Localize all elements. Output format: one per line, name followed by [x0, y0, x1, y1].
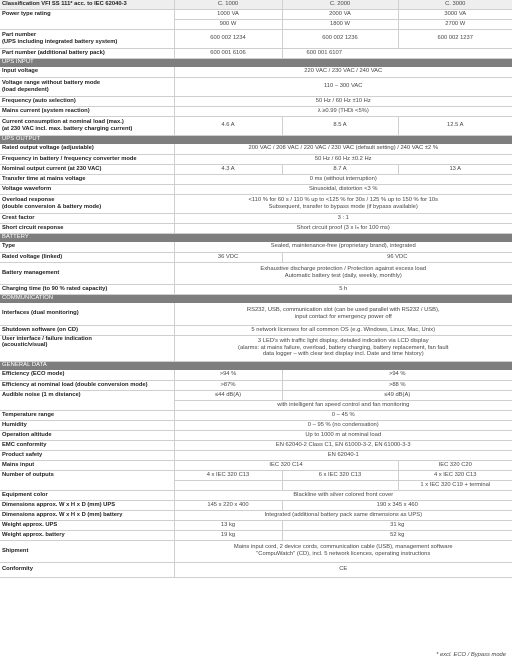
cell: Exhaustive discharge protection / Protection against excess load Automatic battery test (daily, weekly, monthly) [174, 262, 512, 284]
row-label: Interfaces (dual monitoring) [0, 303, 174, 325]
section-header-ups-output [0, 135, 512, 144]
row-label: Product safety [0, 450, 174, 460]
row-label: Frequency (auto selection) [0, 96, 174, 106]
cell: 13 kg [174, 520, 282, 530]
cell: 3000 VA [398, 9, 512, 19]
row-label: User interface / failure indication (acoustic/visual) [0, 335, 174, 361]
row-label: Frequency in battery / frequency converter mode [0, 154, 174, 164]
row-label: Current consumption at nominal load (max.) (at 230 VAC incl. max. battery charging current) [0, 116, 174, 135]
section-title: UPS INPUT [0, 58, 512, 67]
cell: EN 62040-1 [174, 450, 512, 460]
row-label: Shutdown software (on CD) [0, 325, 174, 335]
section-header-battery [0, 233, 512, 242]
table-row [0, 430, 512, 440]
row-label: Shipment [0, 540, 174, 562]
row-label: Dimensions approx. W x H x D (mm) battery [0, 510, 174, 520]
cell: 600 001 6106 [174, 48, 282, 58]
row-label: Overload response (double conversion & battery mode) [0, 194, 174, 213]
row-label: Weight approx. battery [0, 530, 174, 540]
row-label-blank [0, 19, 174, 29]
row-label: Weight approx. UPS [0, 520, 174, 530]
cell: IEC 320 C14 [174, 460, 398, 470]
section-header-communication [0, 294, 512, 303]
row-label: Charging time (to 90 % rated capacity) [0, 284, 174, 294]
row-label: Mains current (system reaction) [0, 106, 174, 116]
table-row [0, 106, 512, 116]
table-row [0, 29, 512, 48]
row-label: Humidity [0, 420, 174, 430]
cell: 8.7 A [282, 164, 398, 174]
cell: >94 % [174, 370, 282, 380]
table-row [0, 500, 512, 510]
cell: 0 – 95 % (no condensation) [174, 420, 512, 430]
table-row [0, 174, 512, 184]
table-row [0, 530, 512, 540]
table-row [0, 194, 512, 213]
cell: IEC 320 C20 [398, 460, 512, 470]
cell: 0 ms (without interruption) [174, 174, 512, 184]
table-row [0, 96, 512, 106]
cell-blank [174, 480, 282, 490]
cell: Up to 1000 m at nominal load [174, 430, 512, 440]
table-row [0, 116, 512, 135]
cell-blank [282, 480, 398, 490]
cell: Mains input cord, 2 device cords, communication cable (USB), management software "CompuWatch" (CD), incl. 5 network licences, operating instructions [174, 540, 512, 562]
cell: 1000 VA [174, 9, 282, 19]
table-row [0, 400, 512, 410]
row-label: Equipment color [0, 490, 174, 500]
cell: Short circuit proof (3 x Iₙ for 100 ms) [174, 223, 512, 233]
table-row [0, 520, 512, 530]
table-row [0, 325, 512, 335]
table-row [0, 284, 512, 294]
classification-label: Classification VFI SS 111* acc. to IEC 62040-3 [0, 0, 174, 9]
cell: 96 VDC [282, 252, 512, 262]
table-row [0, 510, 512, 520]
section-title: BATTERY [0, 233, 512, 242]
table-row [0, 144, 512, 154]
row-label: Efficiency (ECO mode) [0, 370, 174, 380]
row-label: Dimensions approx. W x H x D (mm) UPS [0, 500, 174, 510]
cell: 4.6 A [174, 116, 282, 135]
row-label: Part number (UPS including integrated battery system) [0, 29, 174, 48]
cell: 3 : 1 [174, 213, 512, 223]
cell: 1800 W [282, 19, 398, 29]
table-row [0, 252, 512, 262]
cell: 12.5 A [398, 116, 512, 135]
table-row [0, 370, 512, 380]
table-row [0, 460, 512, 470]
cell: 5 h [174, 284, 512, 294]
section-title: UPS OUTPUT [0, 135, 512, 144]
cell: 220 VAC / 230 VAC / 240 VAC [174, 67, 512, 77]
cell: 1 x IEC 320 C19 + terminal [398, 480, 512, 490]
cell: 31 kg [282, 520, 512, 530]
section-header-ups-input [0, 58, 512, 67]
cell: 0 – 45 % [174, 410, 512, 420]
cell: 2000 VA [282, 9, 398, 19]
row-label: Voltage waveform [0, 184, 174, 194]
row-label: Conformity [0, 562, 174, 577]
cell: 19 kg [174, 530, 282, 540]
cell: ≤49 dB(A) [282, 390, 512, 400]
cell: Sinusoidal, distortion <3 % [174, 184, 512, 194]
row-label: Number of outputs [2, 471, 54, 478]
table-row [0, 470, 512, 480]
cell: 145 x 220 x 400 [174, 500, 282, 510]
row-label: Operation altitude [0, 430, 174, 440]
cell: 110 – 300 VAC [174, 77, 512, 96]
cell: 600 002 1234 [174, 29, 282, 48]
cell: 3 LED's with traffic light display, detailed indication via LCD display (alarms: at mains failure, overload, battery charging, battery replacement, fan fault data logger – with clear text display incl. Date and time history) [174, 335, 512, 361]
cell: 50 Hz / 60 Hz ±0.2 Hz [174, 154, 512, 164]
table-row [0, 213, 512, 223]
cell: <110 % for 60 s / 110 % up to <125 % for 30s / 125 % up to 150 % for 10s Subsequent, transfer to bypass mode (if bypass available) [174, 194, 512, 213]
cell: 13 A [398, 164, 512, 174]
cell: 5 network licenses for all common OS (e.g. Windows, Linux, Mac, Unix) [174, 325, 512, 335]
row-label: Input voltage [0, 67, 174, 77]
row-label: Rated voltage (linked) [0, 252, 174, 262]
row-label: Crest factor [0, 213, 174, 223]
cell: 8.5 A [282, 116, 398, 135]
row-label: Nominal output current (at 230 VAC) [0, 164, 174, 174]
row-label: EMC conformity [0, 440, 174, 450]
cell: >87% [174, 380, 282, 390]
table-row [0, 242, 512, 252]
cell: Sealed, maintenance-free (proprietary brand), integrated [174, 242, 512, 252]
table-row [0, 335, 512, 361]
table-row [0, 390, 512, 400]
table-row [0, 164, 512, 174]
footnote: * excl. ECO / Bypass mode [436, 652, 506, 658]
cell: 4 x IEC 320 C13 [174, 470, 282, 480]
cell: 4.3 A [174, 164, 282, 174]
model-c3000: C. 3000 [398, 0, 512, 9]
row-label: Efficiency at nominal load (double conversion mode) [0, 380, 174, 390]
table-row [0, 9, 512, 19]
cell: 600 002 1236 [282, 29, 398, 48]
cell: Blackline with silver colored front cover [174, 490, 512, 500]
table-row [0, 440, 512, 450]
table-row [0, 410, 512, 420]
table-row [0, 490, 512, 500]
table-row [0, 0, 512, 9]
row-label-blank [0, 480, 174, 490]
cell: >88 % [282, 380, 512, 390]
cell: 4 x IEC 320 C13 [398, 470, 512, 480]
section-header-general-data [0, 361, 512, 370]
table-row [0, 380, 512, 390]
table-row [0, 223, 512, 233]
cell: ≤44 dB(A) [174, 390, 282, 400]
cell: 600 001 6107 [282, 48, 512, 58]
row-label: Voltage range without battery mode (load dependent) [0, 77, 174, 96]
model-c1000: C. 1000 [174, 0, 282, 9]
row-label: Part number (additional battery pack) [0, 48, 174, 58]
table-row [0, 184, 512, 194]
cell: 52 kg [282, 530, 512, 540]
section-title: GENERAL DATA [0, 361, 512, 370]
row-label: Short circuit response [0, 223, 174, 233]
cell: 2700 W [398, 19, 512, 29]
row-label: Battery management [0, 262, 174, 284]
table-row [0, 67, 512, 77]
row-label: Temperature range [0, 410, 174, 420]
row-label-blank [0, 400, 174, 410]
row-label: Rated output voltage (adjustable) [0, 144, 174, 154]
cell: 36 VDC [174, 252, 282, 262]
cell: Integrated (additional battery pack same dimensions as UPS) [174, 510, 512, 520]
table-row [0, 262, 512, 284]
cell: EN 62040-2 Class C1, EN 61000-3-2, EN 61000-3-3 [174, 440, 512, 450]
model-c2000: C. 2000 [282, 0, 398, 9]
row-label: Mains input [0, 460, 174, 470]
table-row [0, 450, 512, 460]
cell: 900 W [174, 19, 282, 29]
table-row [0, 154, 512, 164]
table-row [0, 48, 512, 58]
cell: 50 Hz / 60 Hz ±10 Hz [174, 96, 512, 106]
section-title: COMMUNICATION [0, 294, 512, 303]
table-row [0, 540, 512, 562]
table-row [0, 19, 512, 29]
row-label: Type [0, 242, 174, 252]
table-row [0, 480, 512, 490]
row-label: Power type rating [2, 10, 51, 17]
cell: with intelligent fan speed control and fan monitoring [174, 400, 512, 410]
cell: 200 VAC / 208 VAC / 220 VAC / 230 VAC (default setting) / 240 VAC ±2 % [174, 144, 512, 154]
row-label: Audible noise (1 m distance) [2, 391, 81, 398]
table-row [0, 420, 512, 430]
cell: λ ≥0.99 (THDi <5%) [174, 106, 512, 116]
cell: 6 x IEC 320 C13 [282, 470, 398, 480]
table-row [0, 77, 512, 96]
cell: >94 % [282, 370, 512, 380]
cell: 600 002 1237 [398, 29, 512, 48]
table-row [0, 303, 512, 325]
cell: 190 x 345 x 460 [282, 500, 512, 510]
cell: CE [174, 562, 512, 577]
row-label: Transfer time at mains voltage [0, 174, 174, 184]
cell: RS232, USB, communication slot (can be used parallel with RS232 / USB), input contact for emergency power off [174, 303, 512, 325]
table-row [0, 562, 512, 577]
